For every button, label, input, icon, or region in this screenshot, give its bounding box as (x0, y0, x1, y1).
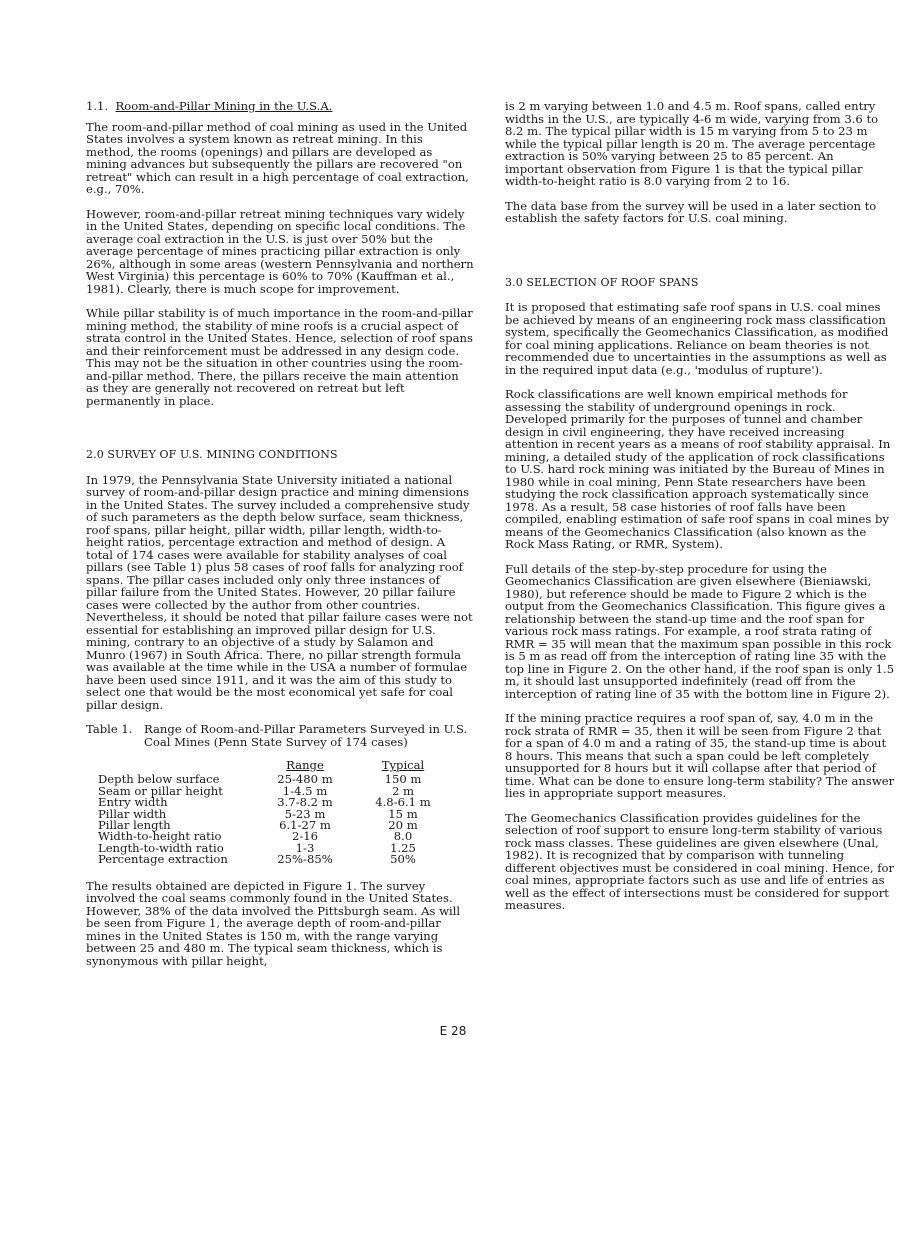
row-typical: 8.0 (393, 829, 413, 844)
parameters-table (98, 760, 448, 866)
paragraph: is 2 m varying between 1.0 and 4.5 m. Roof spans, called entry widths in the U.S., are typically 4-6 m wide, varying from 3.6 to 8.2 m. The typical pillar width is 15 m varying from 5 to 23 m while the typical pillar length is 20 m. The average percentage extraction is 50% varying between 25 to 85 percent. An important observation from Figure 1 is that the typical pillar width-to-height ratio is 8.0 varying from 2 to 16. (505, 99, 879, 188)
row-label: Entry width (98, 795, 168, 810)
row-label: Length-to-width ratio (98, 840, 224, 855)
right-column (505, 100, 895, 924)
table-row (98, 854, 448, 865)
row-label: Pillar length (98, 818, 171, 833)
page-number: E 28 (439, 1024, 467, 1038)
paragraph: The room-and-pillar method of coal mining as used in the United States involves a system known as retreat mining. In this method, the rooms (openings) and pillars are developed as mining advances but subsequently the pillars are recovered "on retreat" which can result in a high percentage of coal extraction, e.g., 70%. (86, 119, 469, 196)
row-typical: 20 m (388, 818, 418, 833)
row-range: 3.7-8.2 m (277, 795, 333, 810)
row-typical: 15 m (388, 806, 418, 821)
paragraph: However, room-and-pillar retreat mining techniques vary widely in the United States, depending on specific local conditions. The average coal extraction in the U.S. is just over 50% but the average percentage of mines practicing pillar extraction is only 26%, although in some areas (western Pennsylvania and northern West Virginia) this percentage is 60% to 70% (Kauffman et al., 1981). Clearly, there is much scope for improvement. (86, 206, 474, 296)
row-typical: 50% (390, 852, 416, 867)
row-range: 6.1-27 m (279, 818, 331, 833)
header-range: Range (286, 758, 324, 772)
row-label: Width-to-height ratio (98, 829, 222, 844)
left-column (86, 100, 474, 979)
paragraph: The results obtained are depicted in Figure 1. The survey involved the coal seams commonly found in the United States. However, 38% of the data involved the Pittsburgh seam. As will be seen from Figure 1, the average depth of room-and-pillar mines in the United States is 150 m, with the range varying between 25 and 480 m. The typical seam thickness, which is synonymous with pillar height, (86, 878, 461, 968)
row-range: 25%-85% (277, 852, 333, 867)
row-label: Pillar width (98, 806, 167, 821)
row-range: 2-16 (291, 829, 319, 844)
section-1-1-heading: 1.1. Room-and-Pillar Mining in the U.S.A. (86, 99, 333, 113)
row-typical: 1.25 (390, 840, 416, 855)
table-caption (86, 723, 474, 748)
paragraph: It is proposed that estimating safe roof spans in U.S. coal mines be achieved by means of an engineering rock mass classification system, specifically the Geomechanics Classification, as modified for coal mining applications. Reliance on beam theories is not recommended due to uncertainties in the assumptions as well as in the required input data (e.g., 'modulus of rupture'). (505, 300, 889, 377)
paragraph: While pillar stability is of much importance in the room-and-pillar mining method, the stability of mine roofs is a crucial aspect of strata control in the United States. Hence, selection of roof spans and their reinforcement must be addressed in any design code. This may not be the situation in other countries using the room-and-pillar method. There, the pillars receive the main attention as they are generally not recovered on retreat but left permanently in place. (86, 306, 473, 408)
section-3-heading: 3.0 SELECTION OF ROOF SPANS (505, 275, 699, 289)
row-typical: 150 m (384, 772, 422, 787)
paragraph: The Geomechanics Classification provides guidelines for the selection of roof support to ensure long-term stability of various rock mass classes. These guidelines are given elsewhere (Unal, 1982). It is recognized that by comparison with tunneling different objectives must be considered in coal mining. Hence, for coal mines, appropriate factors such as use and life of entries as well as the effect of intersections must be considered for support measures. (505, 810, 895, 912)
row-typical: 4.8-6.1 m (375, 795, 431, 810)
row-label: Percentage extraction (98, 852, 228, 867)
paragraph: Full details of the step-by-step procedure for using the Geomechanics Classification are given elsewhere (Bieniawski, 1980), but reference should be made to Figure 2 which is the output from the Geomechanics Classification. This figure gives a relationship between the stand-up time and the roof span for various rock mass ratings. For example, a roof strata rating of RMR = 35 will mean that the maximum span possible in this rock is 5 m as read off from the interception of rating line 35 with the top line in Figure 2. On the other hand, if the roof span is only 1.5 m, it should last unsupported indefinitely (read off from the interception of rating line of 35 with the bottom line in Figure 2). (505, 561, 895, 701)
row-label: Seam or pillar height (98, 783, 223, 798)
row-range: 1-4.5 m (282, 783, 328, 798)
row-range: 5-23 m (284, 806, 326, 821)
paragraph: Rock classifications are well known empirical methods for assessing the stability of underground openings in rock. Developed primarily for the purposes of tunnel and chamber design in civil engineering, they have received increasing attention in recent years as a means of roof stability appraisal. In mining, a detailed study of the application of rock classifications to U.S. hard rock mining was initiated by the Bureau of Mines in 1980 while in coal mining, Penn State researchers have been studying the rock classification approach systematically since 1978. As a result, 58 case histories of roof falls have been compiled, enabling estimation of safe roof spans in coal mines by means of the Geomechanics Classification (also known as the Rock Mass Rating, or RMR, System). (505, 387, 891, 551)
row-range: 1-3 (295, 840, 315, 855)
row-label: Depth below surface (98, 772, 220, 787)
paragraph: The data base from the survey will be used in a later section to establish the safety factors for U.S. coal mining. (505, 198, 877, 225)
header-typical: Typical (381, 758, 425, 772)
section-2-heading: 2.0 SURVEY OF U.S. MINING CONDITIONS (86, 448, 338, 461)
section-1-1-title: Room-and-Pillar Mining in the U.S.A. (115, 99, 333, 113)
row-typical: 2 m (391, 783, 415, 798)
table-caption-text: Range of Room-and-Pillar Parameters Surveyed in U.S. Coal Mines (Penn State Survey of 174 cases) (144, 722, 468, 749)
paragraph: If the mining practice requires a roof span of, say, 4.0 m in the rock strata of RMR = 35, then it will be seen from Figure 2 that for a span of 4.0 m and a rating of 35, the stand-up time is about 8 hours. This means that such a span could be left completely unsupported for 8 hours but it will collapse after that period of time. What can be done to ensure long-term stability? The answer lies in appropriate support measures. (505, 711, 895, 800)
table-label: Table 1. (86, 722, 133, 736)
row-range: 25-480 m (277, 772, 333, 787)
paragraph: In 1979, the Pennsylvania State University initiated a national survey of room-and-pillar design practice and mining dimensions in the United States. The survey included a comprehensive study of such parameters as the depth below surface, seam thickness, roof spans, pillar height, pillar width, pillar length, width-to-height ratios, percentage extraction and method of design. A total of 174 cases were available for stability analyses of coal pillars (see Table 1) plus 58 cases of roof falls for analyzing roof spans. The pillar cases included only only three instances of pillar failure from the United States. However, 20 pillar failure cases were collected by the author from other countries. Nevertheless, it should be noted that pillar failure cases were not essential for establishing an improved pillar design for U.S. mining, contrary to an objective of a study by Salamon and Munro (1967) in South Africa. There, no pillar strength formula was available at the time while in the USA a number of formulae have been used since 1911, and it was the aim of this study to select one that would be the most economical yet safe for coal pillar design. (86, 472, 473, 712)
